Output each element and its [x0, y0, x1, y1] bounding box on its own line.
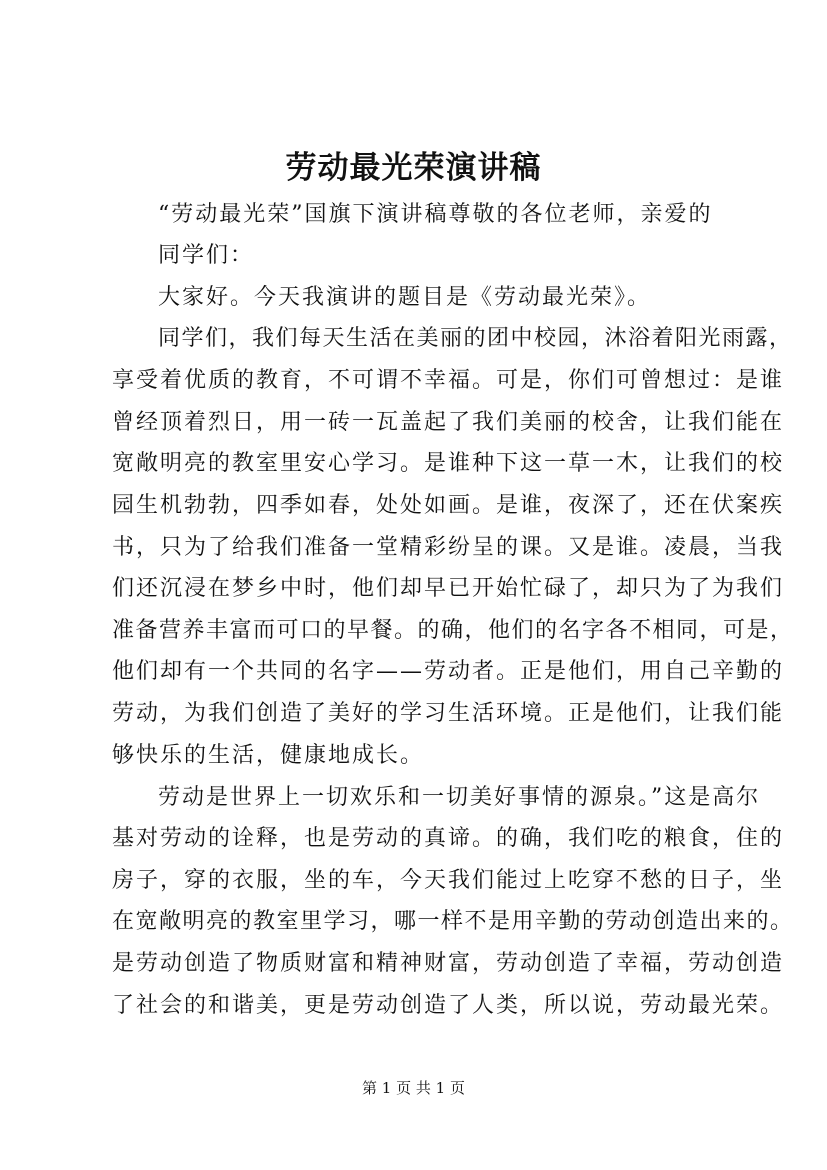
text-line: 基对劳动的诠释，也是劳动的真谛。的确，我们吃的粮食，住的 [112, 826, 785, 851]
text-line: 享受着优质的教育，不可谓不幸福。可是，你们可曾想过：是谁 [112, 368, 785, 393]
text-line: 在宽敞明亮的教室里学习，哪一样不是用辛勤的劳动创造出来的。 [112, 909, 794, 934]
text-line: 宽敞明亮的教室里安心学习。是谁种下这一草一木，让我们的校 [112, 451, 785, 476]
text-line: 大家好。今天我演讲的题目是《劳动最光荣》。 [158, 285, 652, 310]
text-line: 房子，穿的衣服，坐的车，今天我们能过上吃穿不愁的日子，坐 [112, 868, 785, 893]
text-line: “劳动最光荣”国旗下演讲稿尊敬的各位老师，亲爱的 [158, 202, 713, 227]
text-line: 他们却有一个共同的名字——劳动者。正是他们，用自己辛勤的 [112, 659, 785, 684]
text-line: 同学们，我们每天生活在美丽的团中校园，沐浴着阳光雨露， [158, 326, 793, 351]
text-line: 了社会的和谐美，更是劳动创造了人类，所以说，劳动最光荣。 [112, 993, 785, 1018]
text-line: 准备营养丰富而可口的早餐。的确，他们的名字各不相同，可是， [112, 618, 794, 643]
document-title: 劳动最光荣演讲稿 [285, 150, 542, 186]
text-line: 劳动是世界上一切欢乐和一切美好事情的源泉。”这是高尔 [158, 785, 761, 810]
text-line: 园生机勃勃，四季如春，处处如画。是谁，夜深了，还在伏案疾 [112, 493, 785, 518]
text-line: 劳动，为我们创造了美好的学习生活环境。正是他们，让我们能 [112, 701, 785, 726]
text-line: 曾经顶着烈日，用一砖一瓦盖起了我们美丽的校舍，让我们能在 [112, 410, 785, 435]
text-line: 是劳动创造了物质财富和精神财富，劳动创造了幸福，劳动创造 [112, 951, 785, 976]
text-line: 同学们： [158, 243, 255, 268]
text-line: 够快乐的生活，健康地成长。 [112, 743, 425, 768]
text-line: 书，只为了给我们准备一堂精彩纷呈的课。又是谁。凌晨，当我 [112, 535, 785, 560]
text-line: 们还沉浸在梦乡中时，他们却早已开始忙碌了，却只为了为我们 [112, 576, 785, 601]
page-footer: 第 1 页 共 1 页 [362, 1079, 465, 1097]
